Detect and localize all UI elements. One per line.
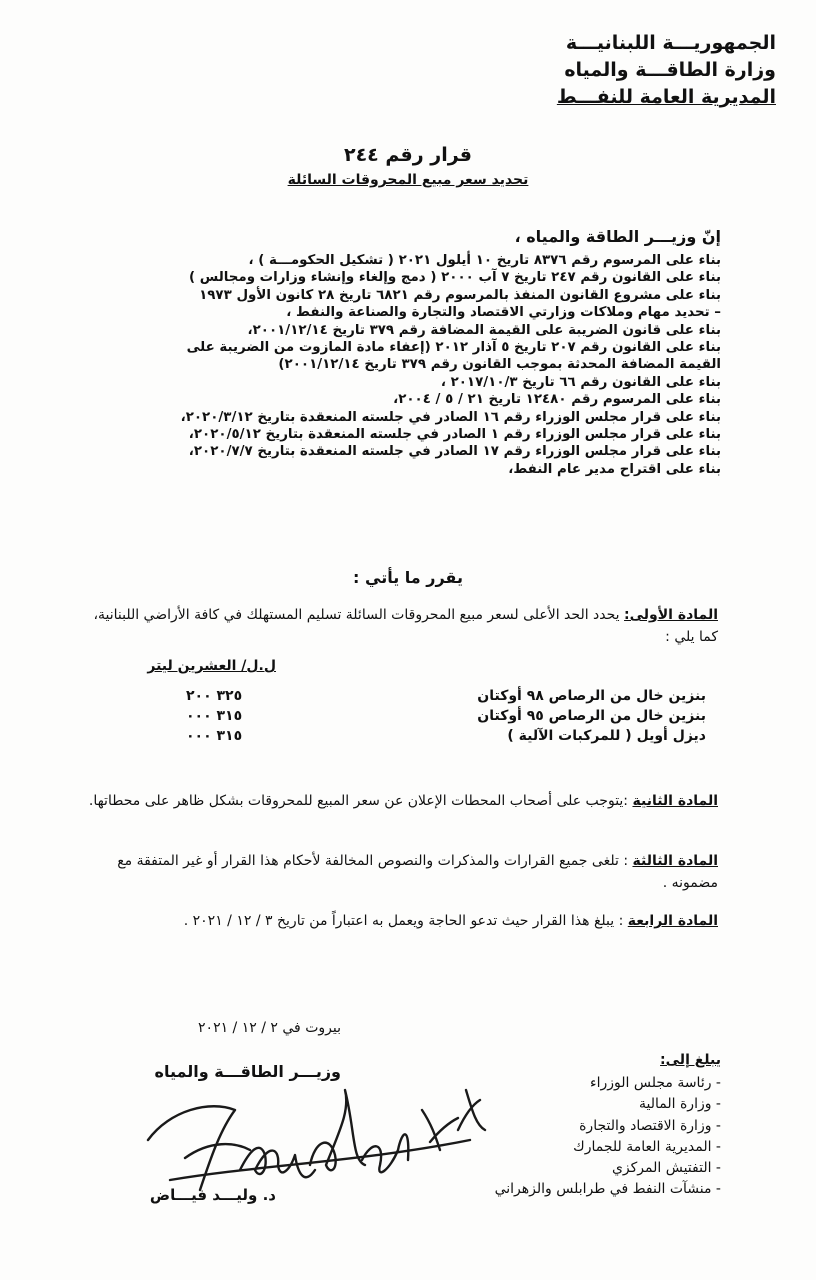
distribution-item: - التفتيش المركزي <box>441 1158 721 1179</box>
legal-basis-line: بناء على قانون الضريبة على القيمة المضافة رقم ٣٧٩ تاريخ ٢٠٠١/١٢/١٤، <box>247 322 721 338</box>
place-date: بيروت في ٢ / ١٢ / ٢٠٢١ <box>198 1020 341 1036</box>
legal-basis-line: القيمة المضافة المحدثة بموجب القانون رقم ٣٧٩ تاريخ ٢٠٠١/١٢/١٤) <box>278 357 721 373</box>
legal-basis-line: بناء على مشروع القانون المنفذ بالمرسوم رقم ٦٨٢١ تاريخ ٢٨ كانون الأول ١٩٧٣ <box>199 287 721 303</box>
intro-line: إنّ وزيـــر الطاقة والمياه ، <box>514 227 721 246</box>
letterhead-republic: الجمهوريـــة اللبنانيـــة <box>565 32 776 54</box>
article-4 <box>78 910 718 932</box>
product-name: بنزين خال من الرصاص ٩٥ أوكتان <box>477 708 706 724</box>
legal-basis-line: بناء على القانون رقم ٢٤٧ تاريخ ٧ آب ٢٠٠٠ ( دمج وإلغاء وإنشاء وزارات ومجالس ) <box>188 270 721 286</box>
distribution-item: - رئاسة مجلس الوزراء <box>441 1073 721 1094</box>
price-table <box>186 686 706 746</box>
decision-title: قرار رقم ٢٤٤ <box>343 144 472 166</box>
distribution-item: - منشآت النفط في طرابلس والزهراني <box>441 1179 721 1200</box>
article-4-label: المادة الرابعة <box>627 913 718 929</box>
decision-subtitle: تحديد سعر مبيع المحروقات السائلة <box>287 172 529 188</box>
price-unit: ل.ل/ العشرين ليتر <box>147 658 276 674</box>
distribution-item: - المديرية العامة للجمارك <box>441 1137 721 1158</box>
letterhead-directorate: المديرية العامة للنفـــط <box>556 86 776 108</box>
article-3-label: المادة الثالثة <box>632 853 718 869</box>
legal-basis-line: بناء على القانون رقم ٦٦ تاريخ ٢٠١٧/١٠/٣ ، <box>440 374 721 390</box>
product-name: ديزل أويل ( للمركبات الآلية ) <box>507 728 706 744</box>
legal-basis-line: بناء على قرار مجلس الوزراء رقم ١٧ الصادر في جلسته المنعقدة بتاريخ ٢٠٢٠/٧/٧، <box>188 444 721 460</box>
article-3 <box>78 850 718 894</box>
product-price: ٣١٥ ٠٠٠ <box>186 708 243 724</box>
legal-basis-line: بناء على قرار مجلس الوزراء رقم ١ الصادر في جلسته المنعقدة بتاريخ ٢٠٢٠/٥/١٢، <box>188 427 721 443</box>
product-price: ٣٢٥ ٢٠٠ <box>186 688 243 704</box>
article-1-label: المادة الأولى: <box>624 607 718 623</box>
price-row <box>186 726 706 746</box>
article-3-text: : تلغى جميع القرارات والمذكرات والنصوص المخالفة لأحكام هذا القرار أو غير المتفقة مع مضمونه . <box>117 853 718 891</box>
legal-basis-line: بناء على المرسوم رقم ١٢٤٨٠ تاريخ ٢١ / ٥ / ٢٠٠٤، <box>393 392 721 408</box>
legal-basis-line: بناء على المرسوم رقم ٨٣٧٦ تاريخ ١٠ أيلول ٢٠٢١ ( تشكيل الحكومـــة ) ، <box>248 253 721 268</box>
price-row <box>186 686 706 706</box>
article-4-text: : يبلغ هذا القرار حيث تدعو الحاجة ويعمل به اعتباراً من تاريخ ٣ / ١٢ / ٢٠٢١ . <box>183 913 628 929</box>
product-price: ٣١٥ ٠٠٠ <box>186 728 243 744</box>
letterhead-ministry: وزارة الطاقـــة والمياه <box>564 59 776 81</box>
legal-basis-line: بناء على اقتراح مدير عام النفط، <box>508 461 721 477</box>
decides-heading: يقرر ما يأتي : <box>353 568 463 587</box>
distribution-item: - وزارة المالية <box>441 1094 721 1115</box>
letterhead <box>557 30 776 111</box>
article-2-text: :يتوجب على أصحاب المحطات الإعلان عن سعر المبيع للمحروقات بشكل ظاهر على محطاتها. <box>88 793 633 809</box>
distribution-label: يبلغ إلى: <box>660 1052 721 1068</box>
article-2-label: المادة الثانية <box>632 793 718 809</box>
handwritten-signature <box>140 1070 500 1200</box>
price-row <box>186 706 706 726</box>
article-1 <box>78 604 718 648</box>
signatory-name: د. وليـــد فيـــاض <box>149 1186 276 1204</box>
article-2 <box>78 790 718 812</box>
legal-basis-line: – تحديد مهام وملاكات وزارتي الاقتصاد والتجارة والصناعة والنفط ، <box>286 305 721 321</box>
signatory-title: وزيـــر الطاقـــة والمياه <box>154 1062 341 1081</box>
distribution-item: - وزارة الاقتصاد والتجارة <box>441 1116 721 1137</box>
legal-basis-line: بناء على قرار مجلس الوزراء رقم ١٦ الصادر في جلسته المنعقدة بتاريخ ٢٠٢٠/٣/١٢، <box>180 409 721 425</box>
legal-bases <box>81 252 721 478</box>
article-1-text: يحدد الحد الأعلى لسعر مبيع المحروقات السائلة تسليم المستهلك في كافة الأراضي اللبنانية، كما يلي : <box>93 607 718 645</box>
legal-basis-line: بناء على القانون رقم ٢٠٧ تاريخ ٥ آذار ٢٠١٢ (إعفاء مادة المازوت من الضريبة على <box>186 340 721 356</box>
product-name: بنزين خال من الرصاص ٩٨ أوكتان <box>477 688 706 704</box>
